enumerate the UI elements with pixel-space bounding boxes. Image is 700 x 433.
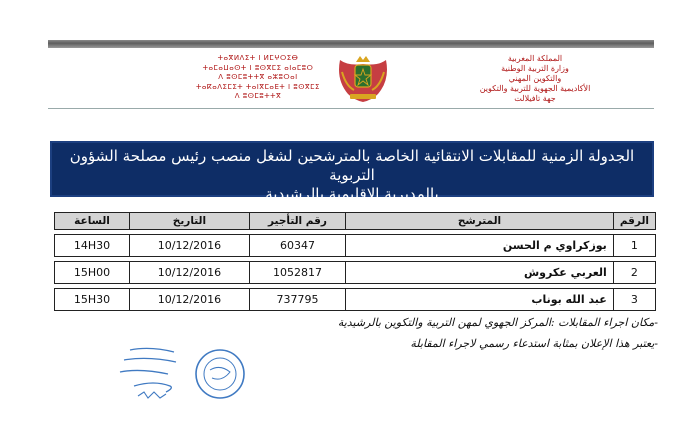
note-location: -مكان اجراء المقابلات :المركز الجهوي لمهن التربية والتكوين بالرشيدية [337, 316, 658, 329]
letterhead [48, 48, 654, 108]
header-num: الرقم [613, 213, 655, 230]
row-num: 3 [613, 289, 655, 311]
row-date: 10/12/2016 [130, 235, 250, 257]
letterhead-line: والتكوين المهني [508, 74, 562, 83]
row-time: 14H30 [55, 235, 130, 257]
row-candidate: بوزكراوي م الحسن [346, 235, 614, 257]
row-num: 2 [613, 262, 655, 284]
row-date: 10/12/2016 [130, 262, 250, 284]
header-registration: رقم التأجير [249, 213, 345, 230]
amazigh-line: ⵜⴰⵎⴰⵡⴰⵙⵜ ⵏ ⵓⵙⴳⵎⵉ ⴰⵏⴰⵎⵓⵔ [202, 63, 314, 72]
amazigh-line: ⵜⴰⴳⵍⴷⵉⵜ ⵏ ⵍⵎⵖⵔⵉⴱ [217, 54, 299, 62]
title-line-1: الجدولة الزمنية للمقابلات الانتقائية الخاصة بالمترشحين لشغل منصب رئيس مصلحة الشؤون التربوية [69, 147, 635, 184]
letterhead-line: المملكة المغربية [507, 54, 563, 63]
row-registration: 1052817 [249, 262, 345, 284]
amazigh-line: ⴷ ⵓⵙⵎⵓⵜⵜⴳ [234, 92, 282, 101]
header-time: الساعة [55, 213, 130, 230]
row-registration: 737795 [249, 289, 345, 311]
letterhead-amazigh [168, 54, 348, 102]
table-header-row [55, 213, 656, 230]
header-date: التاريخ [130, 213, 250, 230]
document-title-banner [50, 141, 654, 203]
official-stamp-icon [110, 342, 250, 408]
table-row [55, 289, 656, 311]
letterhead-arabic [430, 54, 640, 104]
schedule-table [54, 212, 656, 311]
title-line-2: بالمديرية الإقليمية بالرشيدية [265, 185, 439, 203]
row-time: 15H30 [55, 289, 130, 311]
row-time: 15H00 [55, 262, 130, 284]
row-date: 10/12/2016 [130, 289, 250, 311]
amazigh-line: ⴷ ⵓⵙⵎⵓⵜⵜⴳ ⴰⵣⵓⵔⴰⵏ [218, 73, 298, 82]
row-registration: 60347 [249, 235, 345, 257]
letterhead-line: جهة تافيلالت [514, 94, 556, 103]
letterhead-line: الأكاديمية الجهوية للتربية والتكوين [479, 84, 591, 93]
table-row [55, 262, 656, 284]
note-official-notice: -يعتبر هذا الإعلان بمثابة استدعاء رسمي لاجراء المقابلة [410, 337, 658, 350]
header-candidate: المترشح [346, 213, 614, 230]
table-row [55, 235, 656, 257]
header-top-bar [48, 40, 654, 48]
header-divider [48, 108, 654, 109]
amazigh-line: ⵜⴰⴽⴰⴷⵉⵎⵉⵜ ⵜⴰⵏⴳⵎⴰⴹⵜ ⵏ ⵓⵙⴳⵎⵉ [196, 82, 320, 91]
row-num: 1 [613, 235, 655, 257]
row-candidate: عبد الله بوناب [346, 289, 614, 311]
row-candidate: العربي عكروش [346, 262, 614, 284]
letterhead-line: وزارة التربية الوطنية [501, 64, 569, 73]
